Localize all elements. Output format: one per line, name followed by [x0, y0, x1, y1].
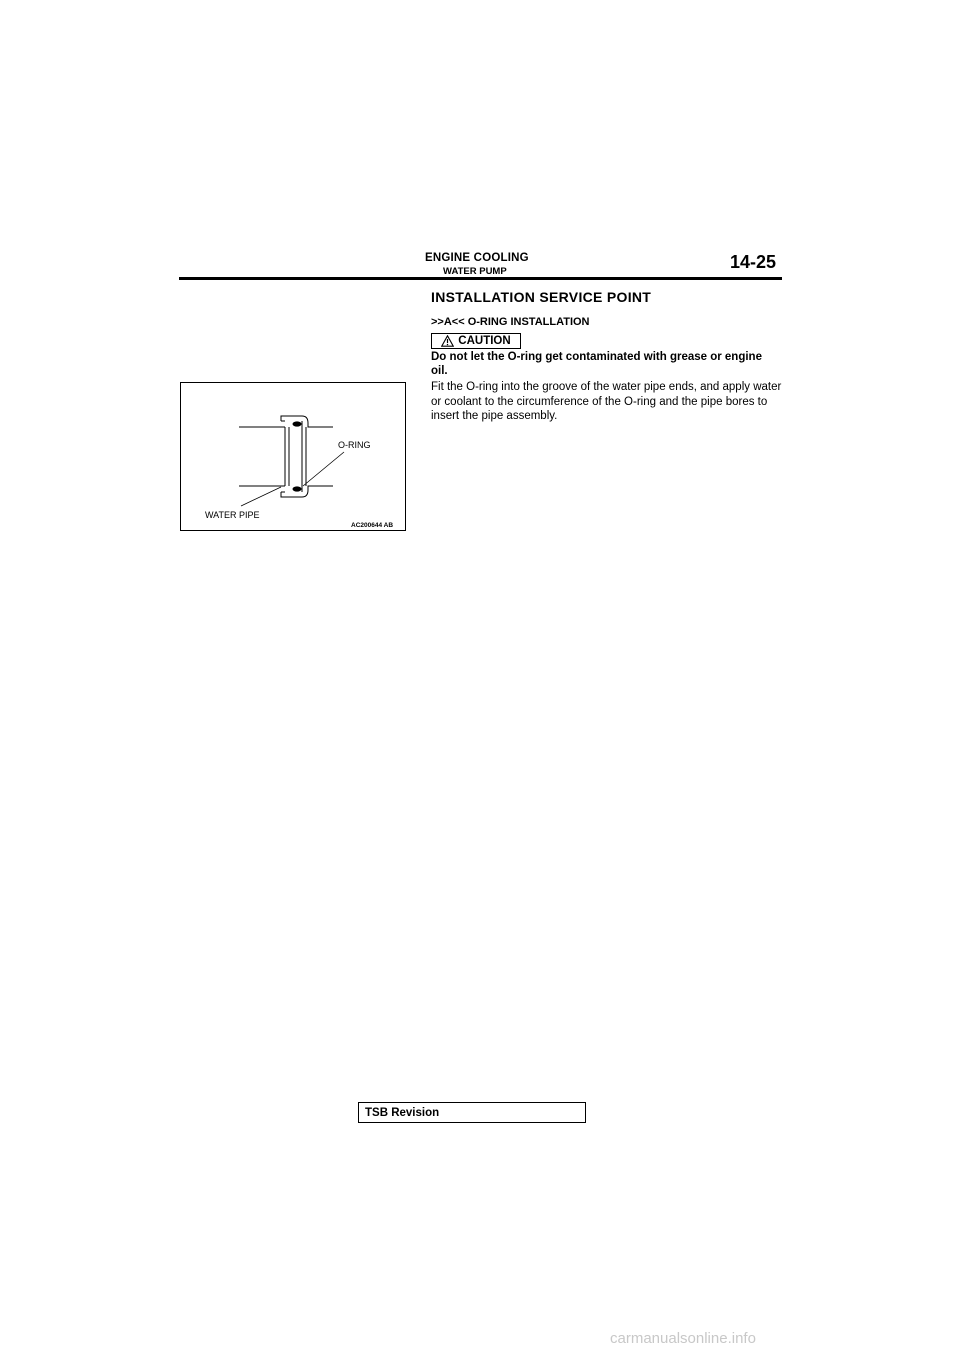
header-rule: [179, 277, 782, 280]
tsb-revision-label: TSB Revision: [365, 1106, 440, 1119]
tsb-revision-box: [358, 1102, 586, 1123]
oring-figure: [180, 382, 406, 531]
caution-label: CAUTION: [458, 335, 511, 347]
warning-triangle-icon: [441, 335, 454, 347]
section-title: INSTALLATION SERVICE POINT: [431, 289, 652, 305]
oring-label: O-RING: [338, 440, 371, 450]
caution-text: Do not let the O-ring get contaminated with grease or engine oil.: [431, 351, 762, 377]
step-title: >>A<< O-RING INSTALLATION: [431, 316, 590, 328]
instruction-text: Fit the O-ring into the groove of the water pipe ends, and apply water or coolant to the circumference of the O-ring and the pipe bores to insert the pipe assembly.: [431, 381, 782, 422]
header-section-title: ENGINE COOLING: [425, 252, 529, 264]
water-pipe-label: WATER PIPE: [205, 510, 260, 520]
header-subsection-title: WATER PUMP: [443, 266, 507, 277]
watermark: carmanualsonline.info: [610, 1330, 756, 1347]
caution-badge: [431, 333, 521, 349]
figure-code: AC200644 AB: [351, 522, 394, 529]
water-pipe-diagram: [181, 383, 405, 530]
page-number: 14-25: [730, 252, 777, 272]
